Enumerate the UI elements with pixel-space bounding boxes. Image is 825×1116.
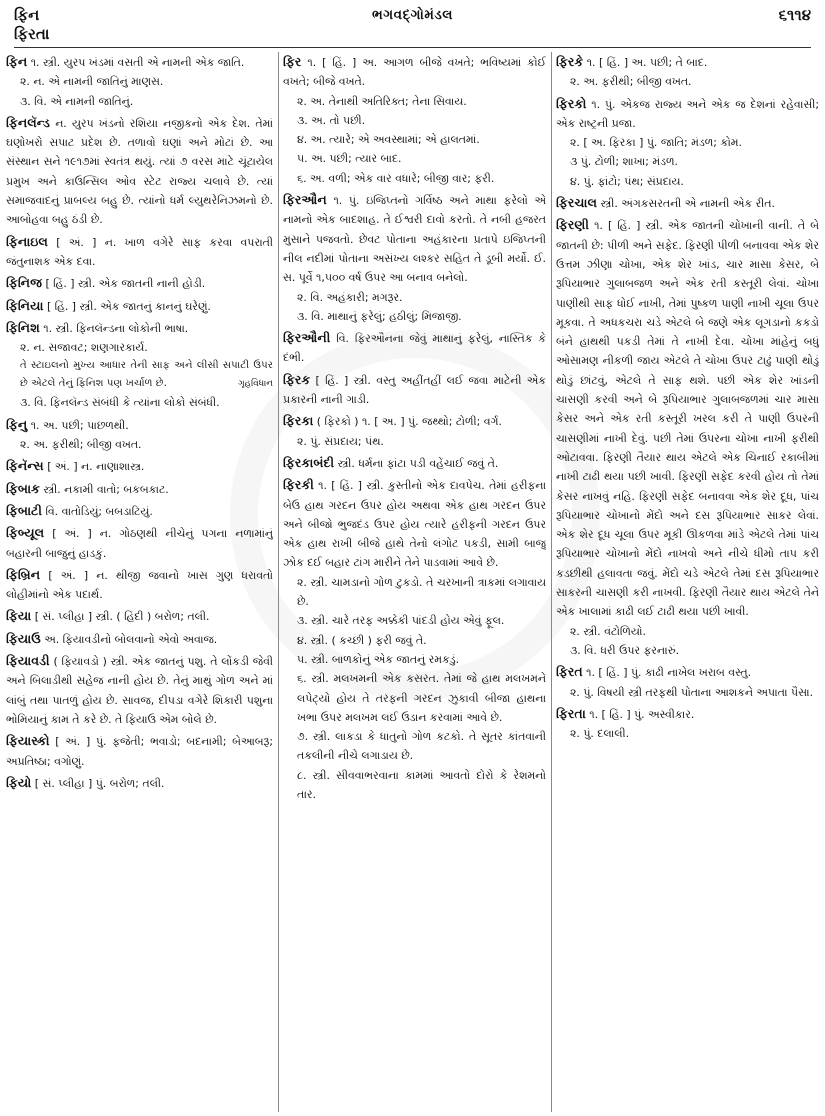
dictionary-entry — [6, 113, 273, 230]
definition: ૨. અ. ફરીથી; બીજી વખત. — [20, 438, 142, 452]
example-quote — [6, 357, 273, 393]
example-source: ગૃહવિધાન — [238, 379, 273, 390]
definition: સ્ત્રી. નકામી વાતો; બકબકાટ. — [43, 482, 169, 496]
definition: ૬. અ. વળી; એક વાર વધારે; બીજી વાર; ફરી. — [297, 171, 495, 185]
dictionary-entry — [6, 606, 273, 626]
headword: ફિરચાલ — [556, 195, 598, 211]
definition: ન. યુરપ ખંડનો રશિયા નજીકનો એક દેશ. તેમાં ઘણોખરો સપાટ પ્રદેશ છે. તળાવો ઘણાં અને મોટાં છે. આ સંસ્થાન સને ૧૯૧૭માં સ્વતંત્ર થયું. ત્યાં ૭ વરસ માટે ચૂંટાયેલ પ્રમુખ અને કાઉન્સિલ ઓવ સ્ટેટ રાજ્ય ચલાવે છે. ત્યાં સમાજવાદનું પ્રાબલ્ય બહુ છે. ત્યાંનો ધર્મ લ્યુથરેનિઝમનો છે. આબોહવા બહુ ઠંડી છે. — [6, 116, 273, 227]
definition: અ. ફિયાવડીનો બોલવાનો એવો અવાજ. — [44, 632, 218, 646]
headword: ફિરકા — [283, 413, 314, 429]
dictionary-entry — [6, 296, 273, 316]
definition: ૧. અ. પછી; પાછળથી. — [30, 418, 129, 432]
definition: ૨. અ. તેનાથી અતિરિક્ત; તેના સિવાય. — [297, 94, 467, 108]
headword: ફિરત — [556, 664, 583, 680]
dictionary-entry — [283, 52, 546, 188]
dictionary-entry — [6, 731, 273, 771]
definition: વિ. ફિરઔનના જેવું માથાનું ફરેલું, નાસ્તિક કે દંભી. — [283, 332, 546, 365]
dictionary-entry — [283, 328, 546, 368]
headword: ફિબ્રિન — [6, 566, 41, 582]
definition: [ અં. ] પું. ફજેતી; ભવાડો; બદનામી; બેઆબરૂ; અપ્રતિષ્ઠા; વગોણું. — [6, 735, 273, 768]
definition: ૧. સ્ત્રી. ફિનલૅન્ડના લોકોની ભાષા. — [43, 321, 189, 335]
dictionary-entry — [556, 704, 819, 744]
dictionary-entry — [283, 453, 546, 473]
headword: ફિયા — [6, 608, 32, 624]
headword: ફિનાઇલ — [6, 233, 48, 249]
definition: ૨. [ અ. ફિરકા ] પું. જાતિ; મંડળ; કોમ. — [570, 136, 742, 150]
definition: [ અં. ] ન. નાણાશાસ્ત્ર. — [47, 460, 145, 474]
definition: ૨. અ. ફરીથી; બીજી વખત. — [570, 75, 692, 89]
page-number: ૬૧૧૪ — [778, 6, 811, 24]
dictionary-entry — [6, 501, 273, 521]
dictionary-entry — [6, 523, 273, 563]
guide-word-first: ફિન — [14, 6, 40, 24]
dictionary-entry — [556, 662, 819, 702]
definition: ૩. વિ. ફિનલૅન્ડ સંબંધી કે ત્યાંના લોકો સંબંધી. — [20, 396, 220, 410]
definition: ૧. [ હિં. ] સ્ત્રી. કુસ્તીનો એક દાવપેચ. તેમાં હરીફના બેઉ હાથ ગરદન ઉપર હોય અથવા એક હાથ ગરદન ઉપર અને બીજો ભુજદંડ ઉપર હોય ત્યારે હરીફની ગરદન ઉપર એક હાથ રાખી બીજે હાથે તેનો લંગોટ પકડી, સામી બાજુ ઝોક દઈ બહાર ટાંગ મારીને તેને પાડવામાં આવે છે. — [283, 479, 546, 570]
definition: ૭. સ્ત્રી. લાકડા કે ધાતુનો ગોળ કટકો. તે સૂતર કાંતવાની તકલીની નીચે લગાડાય છે. — [297, 730, 546, 763]
definition: [ હિં. ] સ્ત્રી. વસ્તુ અહીંતહીં લઈ જવા માટેની એક પ્રકારની નાની ગાડી. — [283, 373, 546, 407]
headword: ફિર — [283, 54, 302, 69]
definition: ૨. સ્ત્રી. ચામડાનો ગોળ ટુકડો. તે ચરખાની ત્રાકમાં લગાવાય છે. — [297, 575, 546, 609]
column-1 — [6, 52, 273, 1112]
headword: ફિરકો — [556, 95, 587, 111]
headword: ફિરણી — [556, 217, 589, 233]
headword: ફિરતા — [556, 705, 586, 721]
definition: ૪. અ. ત્યારે; એ અવસ્થામાં; એ હાલતમાં. — [297, 133, 480, 147]
definition: ૩. વિ. એ નામની જાતિનું. — [20, 94, 134, 108]
definition: ૨. ન. સજાવટ; શણગારકાર્ય. — [20, 341, 148, 355]
dictionary-entry — [6, 651, 273, 729]
headword: ફિનલૅન્ડ — [6, 114, 50, 130]
example-text: તે સ્ટાઇલનો મુખ્ય આધાર તેની સાફ અને લીસી સપાટી ઉપર છે એટલે તેનું ફિનિશ પણ ખર્ચાળ છે. — [20, 360, 273, 390]
column-2 — [283, 52, 546, 1112]
headword: ફિરકી — [283, 477, 314, 493]
definition: ૫. અ. પછી; ત્યાર બાદ. — [297, 152, 402, 166]
definition: ૬. સ્ત્રી. મલખમની એક કસરત. તેમાં જે હાથ મલખમને લપેટ્યો હોય તે તરફની ગરદન ઝુકાવી બીજા હાથના ખભા ઉપર મલખમ લઈ ઉડાન કરવામાં આવે છે. — [297, 672, 546, 724]
definition: ૧. પું. એકજ રાજ્ય અને એક જ દેશનાં રહેવાસી; એક રાષ્ટ્રની પ્રજા. — [556, 97, 819, 130]
definition: ૧. [ હિં. ] અ. આગળ બીજે વખતે; ભવિષ્યમાં કોઈ વખતે; બીજે વખતે. — [283, 56, 546, 89]
definition: [ સં. પ્લીહા ] પું. બરોળ; તલી. — [34, 776, 165, 790]
definition: સ્ત્રી. અંગકસરતની એ નામની એક રીત. — [600, 197, 775, 211]
definition: ૧. [ હિં. ] સ્ત્રી. એક જાતની ચોખાની વાની. તે બે જાતની છે: પીળી અને સફેદ. ફિરણી પીળી બનાવવા એક શેર ઉત્તમ ઝીણા ચોખા, એક શેર ખાંડ, ચાર માસા કેસર, બે રૂપિયાભાર ગુલાબજળ અને એક રતી કસ્તૂરી લેવાં. ચોખા પાણીથી સાફ ધોઈ નાખી, તેમાં પુષ્કળ પાણી નાખી ચૂલા ઉપર મૂકવા. તે અધકચરા ચડે એટલે બે જણે એક લૂગડાનો કકડો બંને હાથથી પકડી તેમાં તે નાખી દેવા. ચોખા માંહેનું બધું ઓસામણ નીકળી જાય એટલે તે ચોખા ઉપર ટાઢું પાણી થોડું થોડું છાંટવું, એટલે તે સાફ થશે. પછી એક શેર ખાંડની ચાસણી કરવી અને બે રૂપિયાભાર ગુલાબજળમાં ચાર માસા કેસર અને એક રતી કસ્તૂરી ખરલ કરી તે પાણી ઉપરની ચાસણીમાં નાખી દેવું. પછી તેમાં ઉપરના ચોખા નાખી ફરીથી ઓટાવવા. ફિરણી તૈયાર થાય એટલે એક ચિનાઈ રકાબીમાં નાખી ટાઢી થયા પછી ખાવી. ફિરણી સફેદ કરવી હોય તો તેમાં કેસર નાખવું નહિ. ફિરણી સફેદ બનાવવા એક શેર દૂધ, પાંચ રૂપિયાભાર ચોખાનો મેંદો અને દસ રૂપિયાભાર સાકર લેવાં. એક શેર દૂધ ચૂલા ઉપર મૂકી ઊકળવા માંડે એટલે તેમાં પાંચ રૂપિયાભાર ચોખાનો મેંદો નાખવો અને નીચે ધીમો તાપ કરી કડછીથી હલાવતા જવું. મેંદો ચડે એટલે તેમાં દસ રૂપિયાભાર સાકરની ચાસણી કરી નાખવી. ફિરણી તૈયાર થાય એટલે તેને એક ખાલામાં કાઢી લઈ ટાઢી થયા પછી ખાવી. — [556, 219, 819, 619]
definition: ૩. અ. તો પછી. — [297, 113, 366, 127]
definition: ૧. [ હિં. ] અ. પછી; તે બાદ. — [586, 56, 708, 69]
definition: ૨. પું. સંપ્રદાય; પંથ. — [297, 434, 384, 448]
headword: ફિબ્યૂલ — [6, 525, 45, 541]
dictionary-entry — [556, 193, 819, 213]
definition: ૪. સ્ત્રી. ( કચ્છી ) ફરી જવું તે. — [297, 633, 427, 647]
definition: [ હિં. ] સ્ત્રી. એક જાતનું કાનનું ઘરેણું. — [46, 299, 211, 313]
definition: ૨. પું. વિષયી સ્ત્રી તરફથી પોતાના આશકને અપાતા પૈસા. — [570, 685, 814, 699]
definition: ૨. પું. દલાલી. — [570, 727, 630, 741]
dictionary-entry — [283, 190, 546, 326]
headword: ફિયાવડી — [6, 653, 50, 669]
headword: ફિરકાબંદી — [283, 454, 335, 470]
headword: ફિનિજ — [6, 275, 42, 291]
headword: ફિરકે — [556, 54, 584, 69]
headword: ફિનુ — [6, 416, 28, 432]
dictionary-entry — [6, 318, 273, 413]
headword: ફિયાઉ — [6, 630, 41, 646]
headword: ફિયો — [6, 774, 32, 790]
headword: ફિબાક — [6, 480, 40, 496]
definition: ૫. સ્ત્રી. બાળકોનું એક જાતનું રમકડું. — [297, 652, 460, 666]
definition: [ અં. ] ન. ગોઠણથી નીચેનું પગના નળામાંનું બહારની બાજુનું હાડકું. — [6, 527, 273, 560]
definition: વિ. વાતોડિયું; બબડાટિયું. — [45, 504, 153, 518]
header-rule — [14, 47, 811, 48]
definition: ૪. પું. ફાંટો; પંથ; સંપ્રદાય. — [570, 174, 684, 188]
definition: ૧. સ્ત્રી. યુરપ ખંડમાં વસતી એ નામની એક જાતિ. — [30, 56, 245, 69]
definition: ( ફિરકો ) ૧. [ અ. ] પું. જથ્થો; ટોળી; વર્ગ. — [316, 415, 502, 429]
definition: ૮. સ્ત્રી. સીવવાભરવાના કામમાં આવતો દોરો કે રેશમનો તાર. — [297, 768, 546, 801]
headword: ફિનિશ — [6, 319, 40, 335]
dictionary-entry — [6, 232, 273, 272]
headword: ફિરઔની — [283, 330, 331, 346]
dictionary-entry — [6, 52, 273, 111]
dictionary-entry — [556, 52, 819, 92]
definition: ૨. વિ. અહંકારી; મગરૂર. — [297, 290, 403, 304]
dictionary-entry — [6, 479, 273, 499]
headword: ફિબાટી — [6, 502, 42, 518]
definition: ૩ પું. ટોળી; શાખા; મંડળ. — [570, 155, 678, 169]
dictionary-entry — [6, 273, 273, 293]
dictionary-entry — [556, 94, 819, 191]
definition: ૩. સ્ત્રી. ચારે તરફ અક્કેકી પાંદડી હોય એવું ફૂલ. — [297, 614, 505, 628]
headword: ફિરક — [283, 371, 311, 387]
definition: ૧. [ હિં. ] પું. અસ્વીકાર. — [589, 707, 695, 721]
definition: ૧. [ હિં. ] પું. કાઢી નાખેલ ખરાબ વસ્તુ. — [586, 666, 752, 680]
column-divider-2 — [551, 52, 552, 1112]
headword: ફિયાસ્કો — [6, 733, 50, 749]
definition: [ હિં. ] સ્ત્રી. એક જાતની નાની હોડી. — [45, 277, 206, 291]
column-divider-1 — [278, 52, 279, 1112]
dictionary-entry — [6, 773, 273, 793]
dictionary-entry — [6, 629, 273, 649]
dictionary-entry — [6, 456, 273, 476]
definition: સ્ત્રી. ધર્મના ફાંટા પડી વહેંચાઈ જવું તે. — [337, 456, 499, 470]
page-title: ભગવદ્ગોમંડલ — [372, 7, 453, 23]
guide-word-last: ફિરતા — [14, 25, 50, 43]
definition: ૧. પું. ઇજિપ્તનો ગર્વિષ્ઠ અને માથા ફરેલો એ નામનો એક બાદશાહ. તે ઈશ્વરી દાવો કરતો. તે નબી હજરત મુસાને પજવતો. છેવટ પોતાના અહંકારના પ્રતાપે ઇજિપ્તની નીલ નદીમાં પોતાના અસંખ્ય લશ્કર સહિત તે ડૂબી મર્યો. ઈ. સ. પૂર્વે ૧,૫૦૦ વર્ષ ઉપર આ બનાવ બનેલો. — [283, 194, 546, 285]
dictionary-entry — [283, 475, 546, 804]
headword: ફિરઔન — [283, 192, 327, 208]
headword: ફિનૅન્સ — [6, 458, 44, 474]
definition: [ અં. ] ન. ખાળ વગેરે સાફ કરવા વપરાતી જંતુનાશક એક દવા. — [6, 235, 273, 268]
definition: [ સં. પ્લીહા ] સ્ત્રી. ( હિંદી ) બરોળ; તલી. — [34, 610, 210, 624]
definition: ( ફિયાવડો ) સ્ત્રી. એક જાતનું પશુ. તે લોંકડી જેવી અને બિલાડીથી સહેજ નાની હોય છે. તેનું માથું ગોળ અને માં લાંબું તથા પાતળું હોય છે. સાવજ, દીપડા વગેરે શિકારી પશુના ભોમિયાનું કામ તે કરે છે. તે ફિયાઉ એમ બોલે છે. — [6, 655, 273, 726]
dictionary-entry — [283, 411, 546, 451]
dictionary-entry — [6, 565, 273, 605]
definition: ૩. વિ. માથાનું ફરેલું; હઠીલું; મિજાજી. — [297, 309, 462, 323]
headword: ફિન — [6, 54, 28, 69]
headword: ફિનિયા — [6, 297, 44, 313]
dictionary-entry — [6, 415, 273, 455]
definition: ૩. વિ. ધરી ઉપર ફરનારું. — [570, 643, 680, 657]
column-3 — [556, 52, 819, 1112]
definition: ૨. સ્ત્રી. વંટોળિયો. — [570, 624, 646, 638]
definition: ૨. ન. એ નામની જાતિનું માણસ. — [20, 75, 164, 89]
page-header — [14, 6, 811, 46]
dictionary-entry — [556, 215, 819, 660]
dictionary-entry — [283, 370, 546, 410]
definition: [ અં. ] ન. થીજી જવાનો ખાસ ગુણ ધરાવતો લોહીમાંનો એક પદાર્થ. — [6, 568, 273, 602]
